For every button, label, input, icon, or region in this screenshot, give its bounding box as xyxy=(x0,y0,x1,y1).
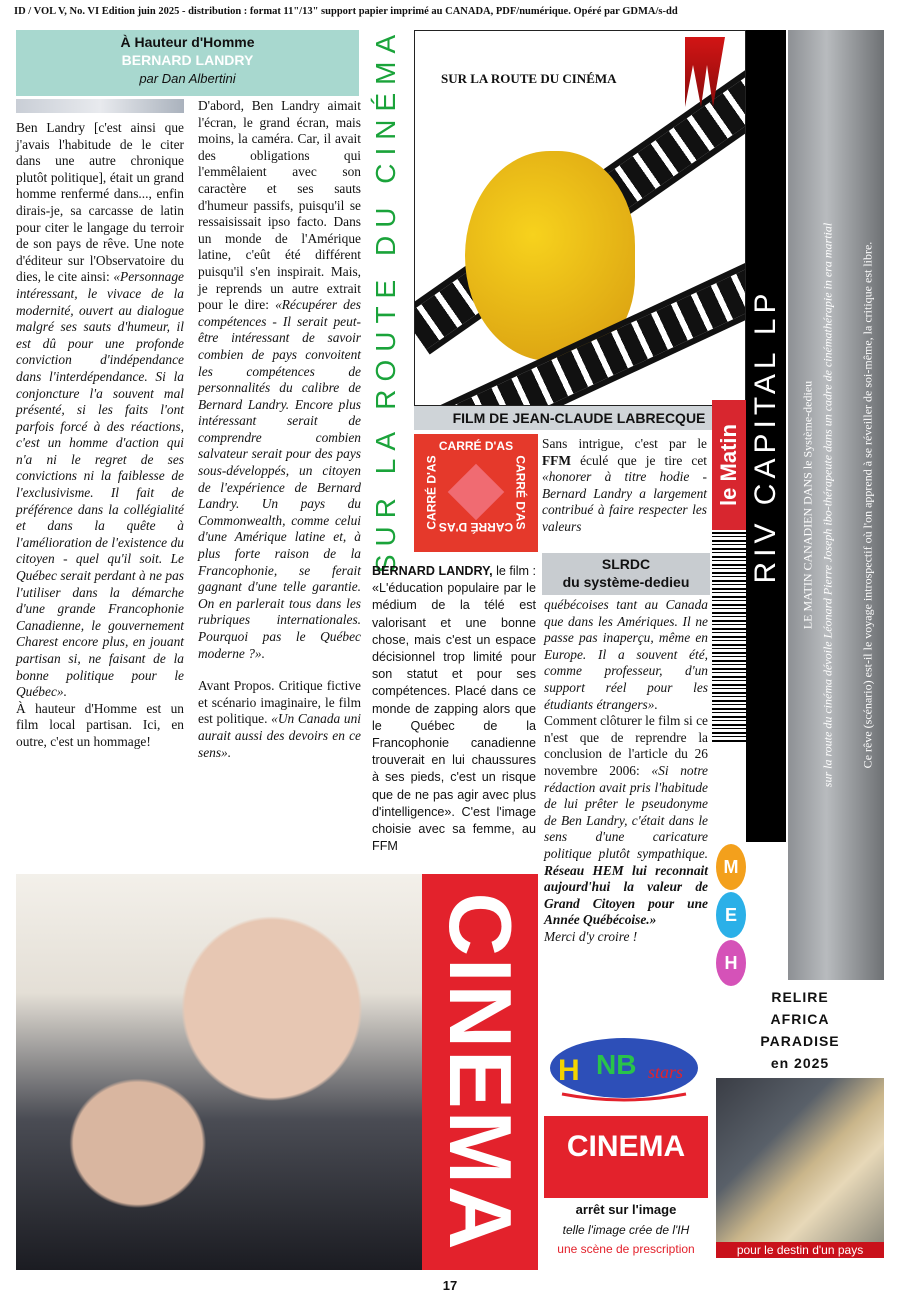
cinema-vertical-banner xyxy=(422,874,538,1270)
carre-left: CARRÉ D'AS xyxy=(424,455,439,530)
article-title-box xyxy=(16,30,359,96)
column-5-sign: Merci d'y croire ! xyxy=(544,928,638,944)
relire-line-3: PARADISE xyxy=(760,1033,840,1049)
arret-sur-image-caption xyxy=(544,1200,708,1270)
destin-caption: pour le destin d'un pays xyxy=(716,1242,884,1258)
diamond-shape xyxy=(448,464,505,521)
column-5-lead: Comment clôturer le film si ce n'est que de reprendre la conclusion de l'article du 26 novembre 2006: xyxy=(544,713,708,778)
column-1-quote: «Personnage intéressant, le vivace de la modernité, ouvert au dialogue malgré ses sauts d'humeur, il est dû pour une profonde conviction d'indépendance dans l'interdépendance. Si la conjoncture l'a souvent mal présenté, si les faits l'ont parfois forcé à des réactions, c'est un homme d'action qui n'a ni le regret de ses convictions ni la faiblesse de l'exclusivisme. Il fait de préférence dans la collégialité et dans la quête à l'amélioration de l'existence du citoyen - quel qu'il soit. Le Québec serait perdant à ne pas l'utiliser dans la démarche d'une grande Francophonie Canadienne, le gouvernement Charest encore plus, en jouant partisan si, ne faisant de la bonne politique pour le Québec». xyxy=(16,269,184,700)
hem-logo xyxy=(716,836,746,986)
relire-line-4: en 2025 xyxy=(770,1055,830,1071)
couple-photo xyxy=(716,1078,884,1242)
carre-right: CARRÉ D'AS xyxy=(513,455,528,530)
page-number: 17 xyxy=(442,1278,458,1293)
carre-top: CARRÉ D'AS xyxy=(438,439,514,453)
column-5 xyxy=(544,597,708,945)
column-4-name: BERNARD LANDRY, xyxy=(372,564,493,578)
vertical-title-text: SUR LA ROUTE DU CINÉMA xyxy=(370,26,401,574)
film-credit: FILM DE JEAN-CLAUDE LABRECQUE xyxy=(414,406,744,430)
arret-title: arrêt sur l'image xyxy=(575,1202,677,1217)
nb-logo-letters: NB xyxy=(596,1049,637,1080)
decorative-strip xyxy=(16,99,184,113)
bernard-landry-photo xyxy=(16,874,422,1270)
column-5-quote2: «Si notre rédaction avait pris l'habitude de lui prêter le pseudonyme de Ben Landry, c'était dans le sens d'une caricature politique plutôt sympathique. xyxy=(544,762,708,861)
carre-bottom: CARRÉ D'AS xyxy=(438,520,514,534)
vertical-section-title xyxy=(362,26,410,574)
side-band-line-3: Ce rêve (scénario) est-il le voyage introspectif où l'on apprend à se réveiller de soi-même, la critique est libre. xyxy=(860,241,875,769)
hem-letter-h: H xyxy=(716,940,746,986)
barcode-graphic xyxy=(712,532,746,742)
side-band-line-1: LE MATIN CANADIEN DANS le Système-dedieu xyxy=(800,380,815,630)
slrdc-title: SLRDC xyxy=(601,556,651,572)
relire-line-1: RELIRE xyxy=(771,989,829,1005)
column-2-closing: Avant Propos. Critique fictive et scénario imaginaire, le film est politique. xyxy=(198,678,361,727)
subject-name: BERNARD LANDRY xyxy=(121,52,254,68)
cinema-box-logo xyxy=(544,1116,708,1198)
side-grey-band xyxy=(788,30,884,980)
masthead-line: ID / VOL V, No. VI Édition juin 2025 - distribution : format 11"/13" support papier imprimé au CANADA, PDF/numérique. Opéré par GDMA/s-dd xyxy=(14,6,678,17)
column-2-quote: «Récupérer des compétences - Il serait peut-être intéressant de savoir combien de pays convoitent les compétences de personnalités du calibre de Bernard Landry. Encore plus intéressant serait de comprendre combien salvateur serait pour des pays sous-développés, un citoyen de l'expérience de Bernard Landry. Un pays du Commonwealth, comme celui d'une Amérique latine et, à plus forte raison de la Francophonie, se ferait gagnant d'une telle garantie. On en parlerait tous dans les rubriques internationales. Pourquoi pas le Québec moderne ?». xyxy=(198,297,361,661)
relire-africa-paradise[interactable] xyxy=(716,986,884,1076)
cinema-box-text: CINEMA xyxy=(566,1130,686,1163)
column-5-quote: québécoises tant au Canada que dans les Amériques. Il ne passe pas inaperçu, même en Europe. Il a souvent été, comme professeur, d'un support réel pour les étudiants étrangers». xyxy=(544,597,708,712)
column-1-closing: À hauteur d'Homme est un film local partisan. Ici, en outre, c'est un hommage! xyxy=(16,700,184,749)
riv-capital-band xyxy=(746,30,786,842)
slrdc-subtitle: du système-dedieu xyxy=(562,574,690,590)
column-2-closing-quote: «Un Canada uni aurait aussi des devoirs en ce sens». xyxy=(198,711,361,760)
column-1 xyxy=(16,120,184,751)
nb-logo-h: H xyxy=(558,1054,580,1087)
byline: par Dan Albertini xyxy=(139,71,236,86)
hem-letter-e: E xyxy=(716,892,746,938)
hem-letter-m: M xyxy=(716,844,746,890)
column-2 xyxy=(198,98,361,761)
column-5-bold-quote: Réseau HEM lui reconnait aujourd'hui la valeur de Grand Citoyen pour une Année Québécoise.» xyxy=(544,862,708,928)
poster-title: SUR LA ROUTE DU CINÉMA xyxy=(441,71,617,86)
rubric-title: À Hauteur d'Homme xyxy=(120,34,255,50)
side-band-line-2: sur la route du cinéma dévoile Léonard Pierre Joseph ibo-thérapeute dans un cadre de cinémathérapie in era martial xyxy=(820,222,835,788)
le-matin-text: le Matin xyxy=(716,424,741,506)
slrdc-box xyxy=(542,553,710,595)
film-poster xyxy=(414,30,746,406)
column-4 xyxy=(372,563,536,855)
cinema-vertical-text: CINEMA xyxy=(431,892,530,1252)
relire-line-2: AFRICA xyxy=(770,1011,830,1027)
column-3-ffm: FFM xyxy=(542,452,571,468)
nb-stars-logo xyxy=(544,1030,704,1110)
nb-logo-stars: stars xyxy=(648,1062,684,1082)
column-3-quote: «honorer à titre hodie - Bernard Landry a largement contribué à faire respecter les valeurs xyxy=(542,469,707,534)
le-matin-logo xyxy=(712,400,746,530)
riv-capital-title: RIV CAPITAL LP xyxy=(749,288,782,584)
column-4-text: le film : «L'éducation populaire par le médium de la télé est valorisant et une bonne chose, mais c'est un espace décisionnel trop limité pour son statut et pour ses compétences. Placé dans ce monde de zapping alors que le Québec de la Francophonie canadienne trouverait en lui chaussures à ses pieds, c'est un risque que de ne pas agir avec plus d'intelligence». C'est l'image choisie avec sa femme, au FFM xyxy=(372,564,537,854)
column-3 xyxy=(542,436,707,536)
carre-das-graphic xyxy=(414,434,538,552)
column-2-lead: D'abord, Ben Landry aimait l'écran, le grand écran, mais moins, la caméra. Car, il avait des obligations qui l'emmêlaient avec son caractère et ses sauts d'humeur passifs, puisqu'il se ressaisissait ipso facto. Dans un monde de l'Amérique latine, c'eût été différent puisqu'il s'en inspirait. Mais, je reprends un autre extrait pour le dire: xyxy=(198,98,361,313)
column-1-lead: Ben Landry [c'est ainsi que j'avais l'habitude de le citer dans une autre chronique plutôt politique], était un grand homme renfermé dans..., enfin dirais-je, sa carcasse de latin pour citer le langage du terroir de son pays de rêve. Une note d'éditeur sur l'Observatoire du dies, le cite ainsi: xyxy=(16,120,184,285)
arret-subtitle: telle l'image crée de l'IH xyxy=(562,1223,690,1237)
arret-caption: une scène de prescription xyxy=(557,1242,695,1256)
column-3-lead: Sans intrigue, c'est par le xyxy=(542,436,707,451)
column-3-mid: éculé que je tire cet xyxy=(580,452,707,468)
